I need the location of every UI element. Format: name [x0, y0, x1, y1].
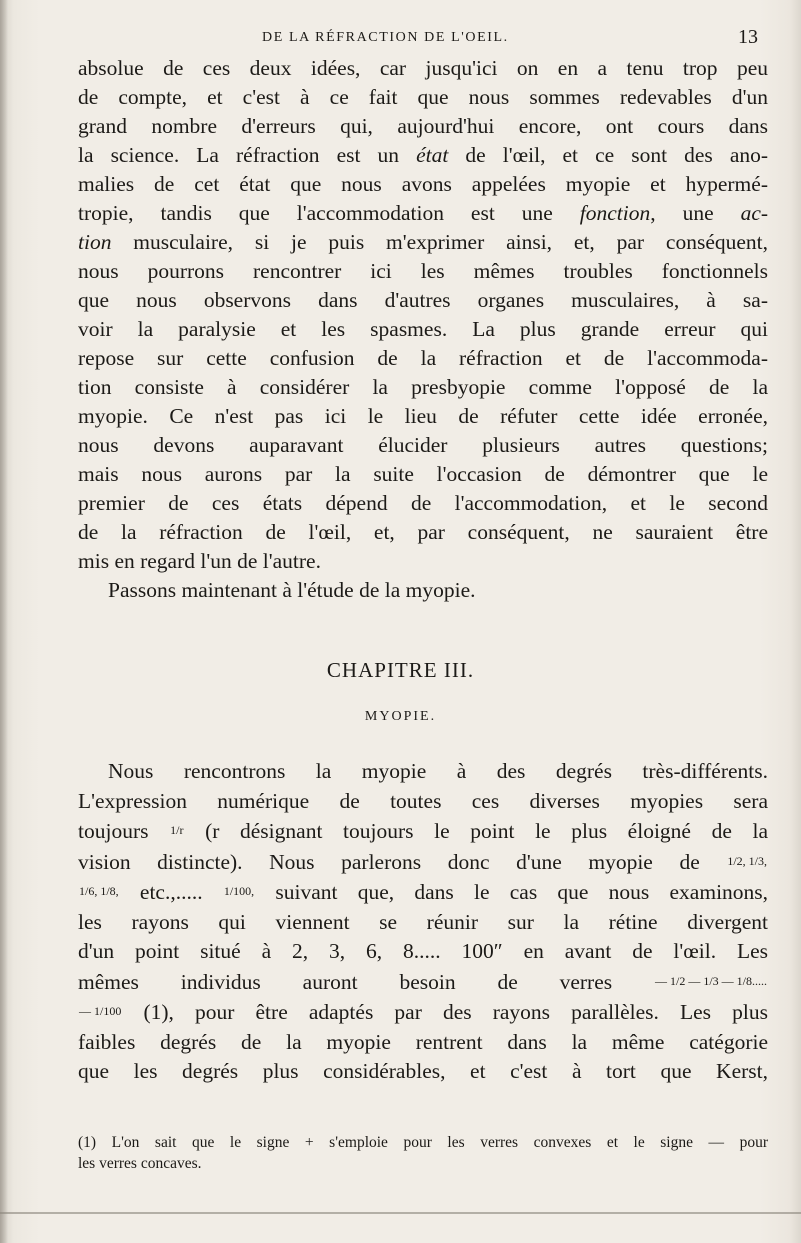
text-line: nous devons auparavant élucider plusieurs autres questions;	[78, 433, 768, 457]
text-line: la science. La réfraction est un état de l'œil, et ce sont des ano-	[78, 143, 769, 167]
fraction: — 1/100	[79, 1004, 122, 1018]
text-line: tropie, tandis que l'accommodation est une fonction, une ac-	[78, 201, 769, 225]
text-line: myopie. Ce n'est pas ici le lieu de réfuter cette idée erronée,	[78, 404, 768, 428]
text-line: tion consiste à considérer la presbyopie comme l'opposé de la	[78, 375, 768, 399]
text-line: de compte, et c'est à ce fait que nous sommes redevables d'un	[78, 85, 768, 109]
text-line: mis en regard l'un de l'autre.	[78, 549, 321, 573]
text-line: voir la paralysie et les spasmes. La plus grande erreur qui	[78, 317, 768, 341]
text-line: premier de ces états dépend de l'accommodation, et le second	[78, 491, 768, 515]
text-line: vision distincte). Nous parlerons donc d'une myopie de 1/2, 1/3,	[78, 847, 768, 878]
page-gutter-shadow	[0, 0, 8, 1243]
text-line: malies de cet état que nous avons appelées myopie et hypermé-	[78, 172, 768, 196]
text-line: de la réfraction de l'œil, et, par conséquent, ne sauraient être	[78, 520, 768, 544]
fraction: 1/2, 1/3,	[727, 853, 767, 868]
italic-term: fonction	[579, 201, 651, 225]
chapter-heading: CHAPITRE III.	[326, 658, 475, 682]
text-line: mais nous aurons par la suite l'occasion de démontrer que le	[78, 462, 768, 486]
text-line: nous pourrons rencontrer ici les mêmes troubles fonctionnels	[78, 259, 768, 283]
page-number: 13	[738, 26, 758, 48]
fraction: 1/r	[170, 823, 184, 837]
text-line: tion musculaire, si je puis m'exprimer ainsi, et, par conséquent,	[78, 230, 769, 254]
text-line: les rayons qui viennent se réunir sur la rétine divergent	[78, 909, 768, 934]
paragraph-2: Passons maintenant à l'étude de la myopie.	[108, 578, 476, 602]
text-line: mêmes individus auront besoin de verres — 1/2 — 1/3 — 1/8.....	[78, 967, 768, 998]
text-line: L'expression numérique de toutes ces diverses myopies sera	[78, 788, 768, 813]
italic-term: état	[416, 143, 449, 167]
paragraph-3	[78, 757, 768, 1087]
text-line: 1/6, 1/8, etc.,..... 1/100, suivant que, dans le cas que nous examinons,	[78, 877, 768, 908]
paragraph-1	[78, 54, 768, 605]
text-line: que les degrés plus considérables, et c'est à tort que Kerst,	[78, 1059, 768, 1083]
text-line: Nous rencontrons la myopie à des degrés très-différents.	[108, 759, 768, 783]
footnote	[78, 1132, 768, 1174]
text-line: toujours 1/r (r désignant toujours le point le plus éloigné de la	[78, 816, 768, 847]
running-head: DE LA RÉFRACTION DE L'OEIL.	[262, 30, 509, 45]
italic-term: ac-	[740, 201, 769, 225]
footnote-line: les verres concaves.	[78, 1155, 202, 1172]
text-line: que nous observons dans d'autres organes musculaires, à sa-	[78, 288, 768, 312]
text-line: repose sur cette confusion de la réfraction et de l'accommoda-	[78, 346, 768, 370]
text-line: faibles degrés de la myopie rentrent dans la même catégorie	[78, 1029, 768, 1054]
fraction: — 1/2 — 1/3 — 1/8.....	[655, 973, 768, 988]
page-edge	[0, 1212, 801, 1214]
fraction: 1/100,	[223, 884, 255, 898]
text-line: absolue de ces deux idées, car jusqu'ici on en a tenu trop peu	[78, 56, 768, 80]
section-heading: MYOPIE.	[364, 709, 437, 724]
text-line: — 1/100 (1), pour être adaptés par des rayons parallèles. Les plus	[78, 997, 768, 1028]
footnote-line: (1) L'on sait que le signe + s'emploie pour les verres convexes et le signe — pour	[78, 1134, 768, 1151]
italic-term: tion	[78, 230, 112, 254]
text-line: grand nombre d'erreurs qui, aujourd'hui encore, ont cours dans	[78, 114, 768, 138]
text-line: d'un point situé à 2, 3, 6, 8..... 100″ en avant de l'œil. Les	[78, 939, 768, 963]
fraction: 1/6, 1/8,	[79, 884, 119, 898]
